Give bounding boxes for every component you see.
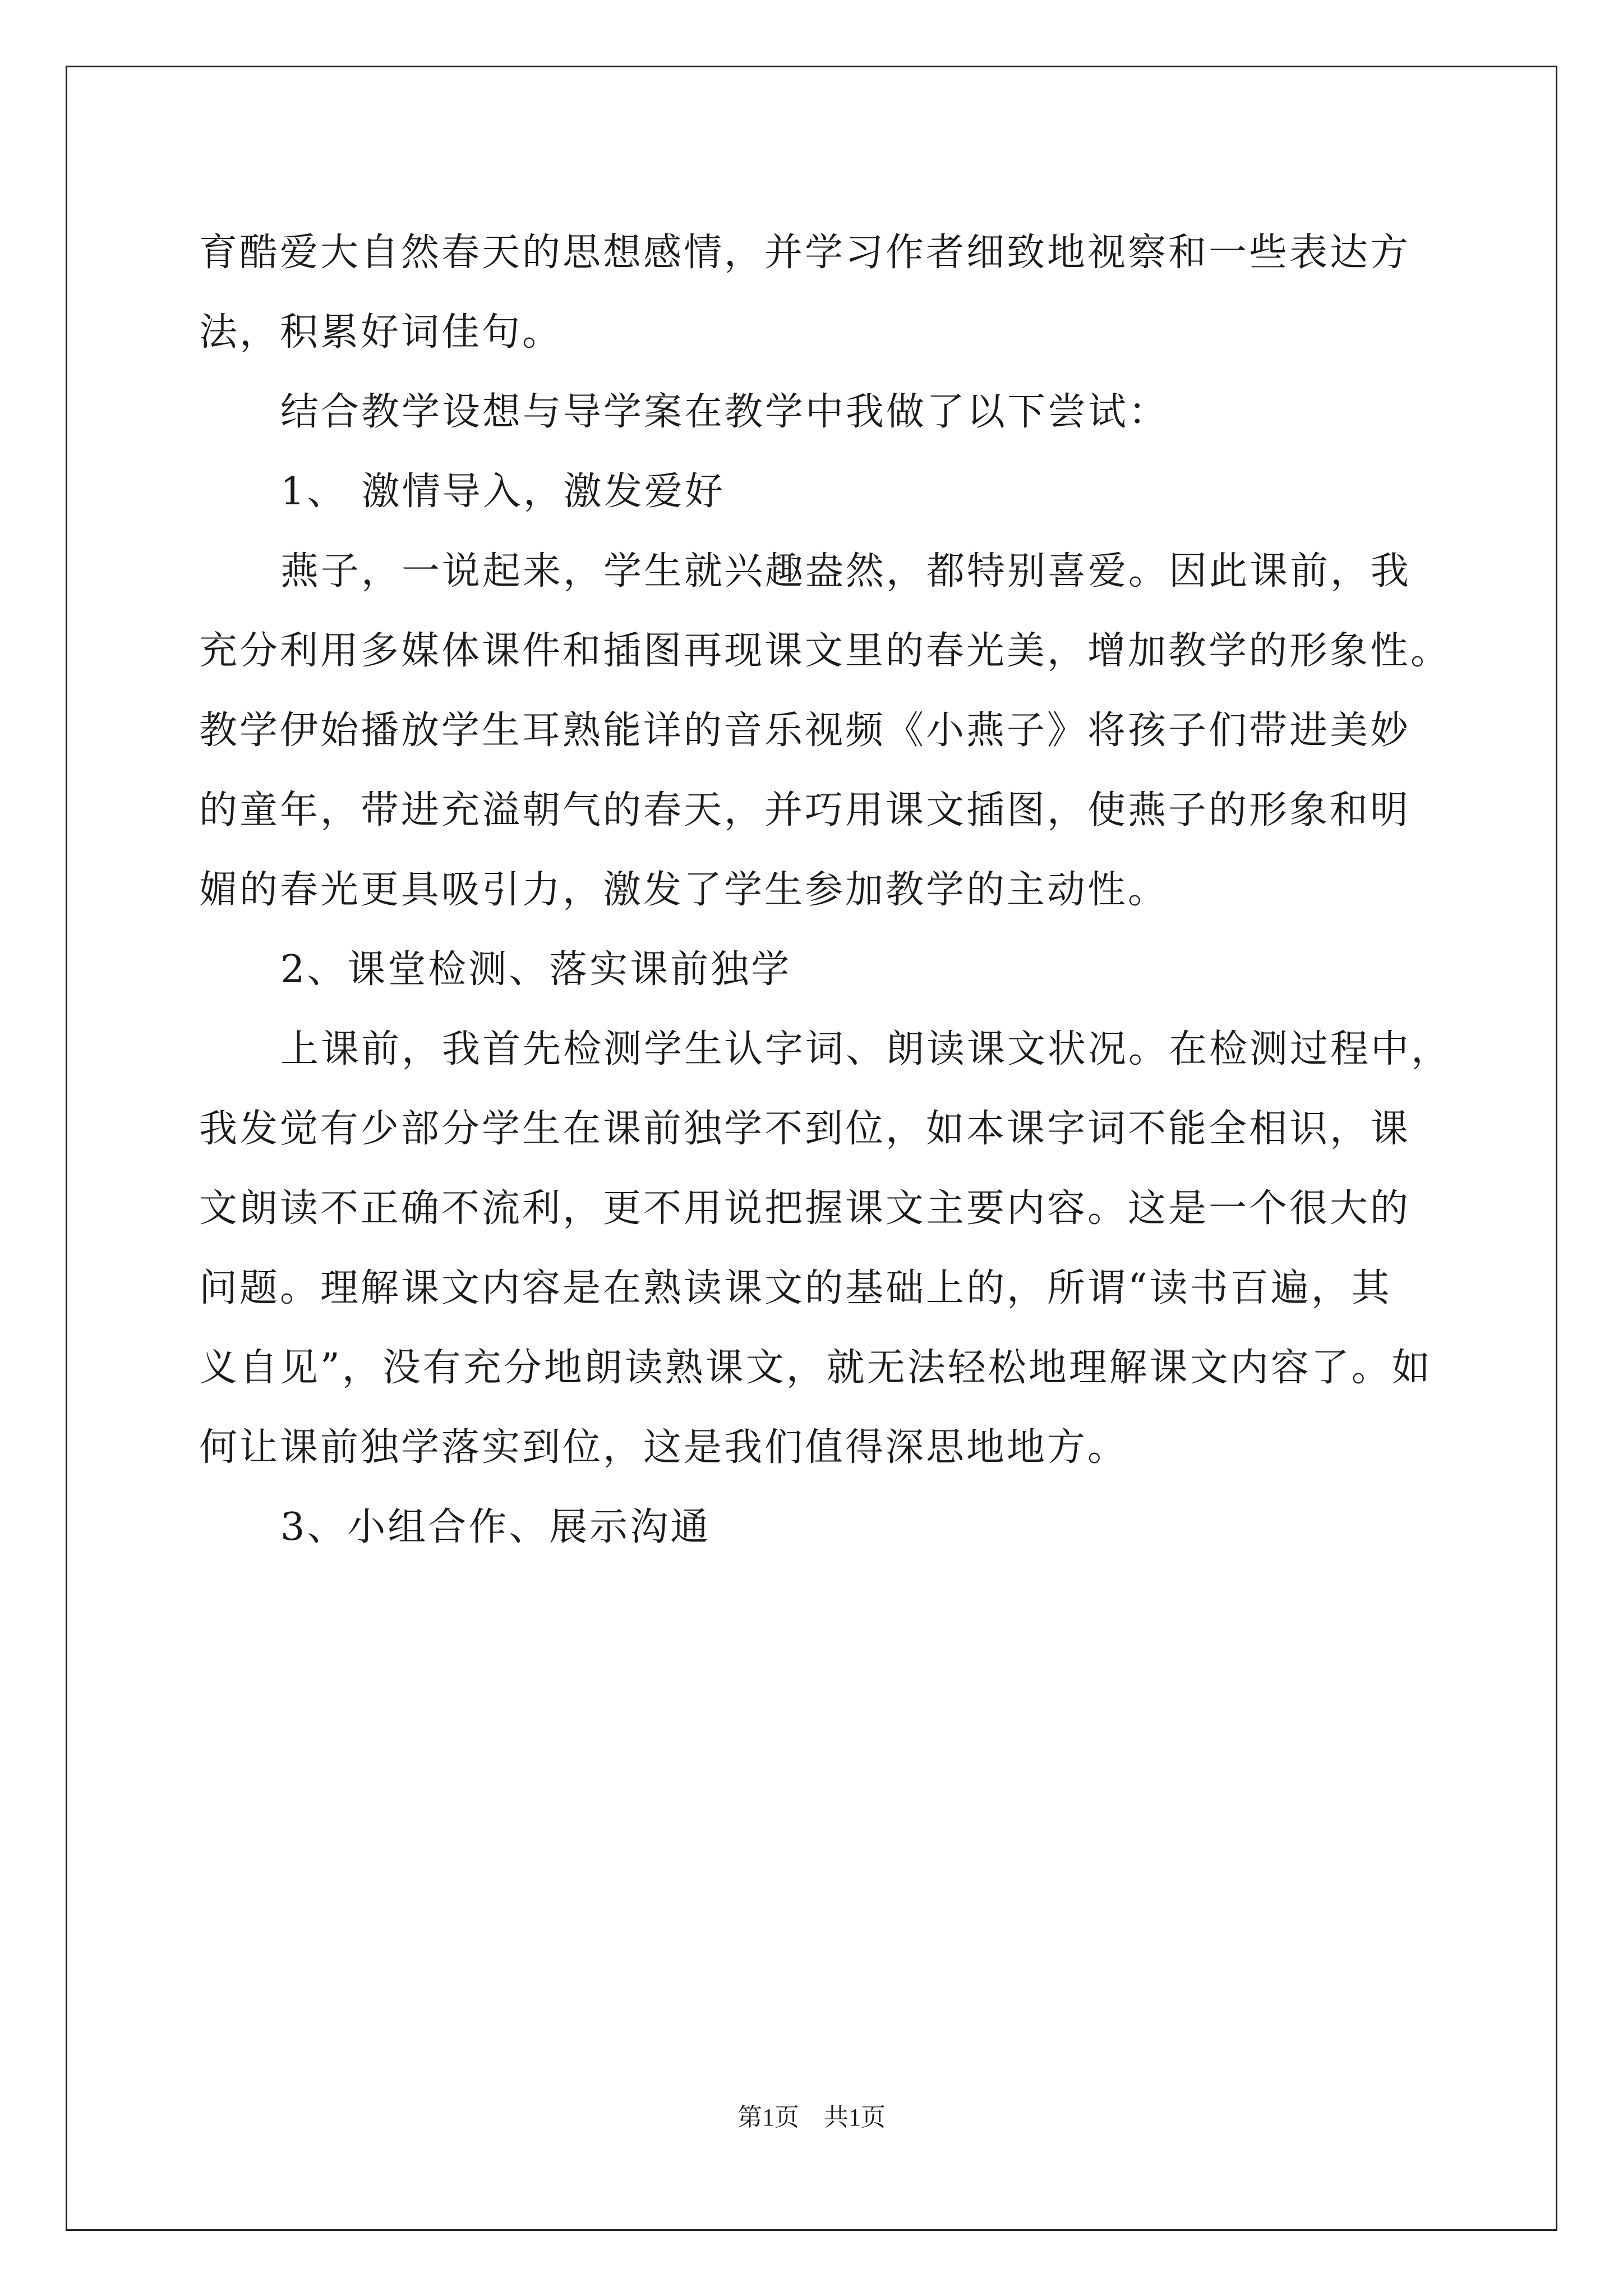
section-heading: 2、课堂检测、落实课前独学	[280, 947, 792, 992]
paragraph-line: 法，积累好词佳句。	[199, 310, 563, 355]
paragraph-line: 的童年，带进充溢朝气的春天，并巧用课文插图，使燕子的形象和明	[199, 788, 1411, 832]
page-number-footer: 第1页 共1页	[737, 2104, 886, 2131]
paragraph-line: 问题。理解课文内容是在熟读课文的基础上的，所谓“读书百遍，其	[199, 1266, 1392, 1310]
paragraph-line: 义自见”，没有充分地朗读熟课文，就无法轻松地理解课文内容了。如	[199, 1346, 1432, 1390]
paragraph-line: 上课前，我首先检测学生认字词、朗读课文状况。在检测过程中，	[280, 1027, 1452, 1071]
paragraph-line: 我发觉有少部分学生在课前独学不到位，如本课字词不能全相识，课	[199, 1107, 1411, 1151]
section-heading: 1、 激情导入，激发爱好	[280, 470, 725, 514]
paragraph-line: 充分利用多媒体课件和插图再现课文里的春光美，增加教学的形象性。	[199, 629, 1451, 673]
paragraph-line: 燕子，一说起来，学生就兴趣盎然，都特别喜爱。因此课前，我	[280, 549, 1412, 593]
paragraph-line: 何让课前独学落实到位，这是我们值得深思地地方。	[199, 1425, 1128, 1470]
paragraph-line: 结合教学设想与导学案在教学中我做了以下尝试：	[280, 390, 1169, 434]
paragraph-line: 媚的春光更具吸引力，激发了学生参加教学的主动性。	[199, 868, 1169, 912]
document-body	[199, 213, 1452, 1567]
paragraph-line: 教学伊始播放学生耳熟能详的音乐视频《小燕子》将孩子们带进美妙	[199, 708, 1411, 753]
paragraph-line: 文朗读不正确不流利，更不用说把握课文主要内容。这是一个很大的	[199, 1186, 1411, 1231]
section-heading: 3、小组合作、展示沟通	[280, 1505, 711, 1549]
paragraph-line: 育酷爱大自然春天的思想感情，并学习作者细致地视察和一些表达方	[199, 231, 1411, 275]
